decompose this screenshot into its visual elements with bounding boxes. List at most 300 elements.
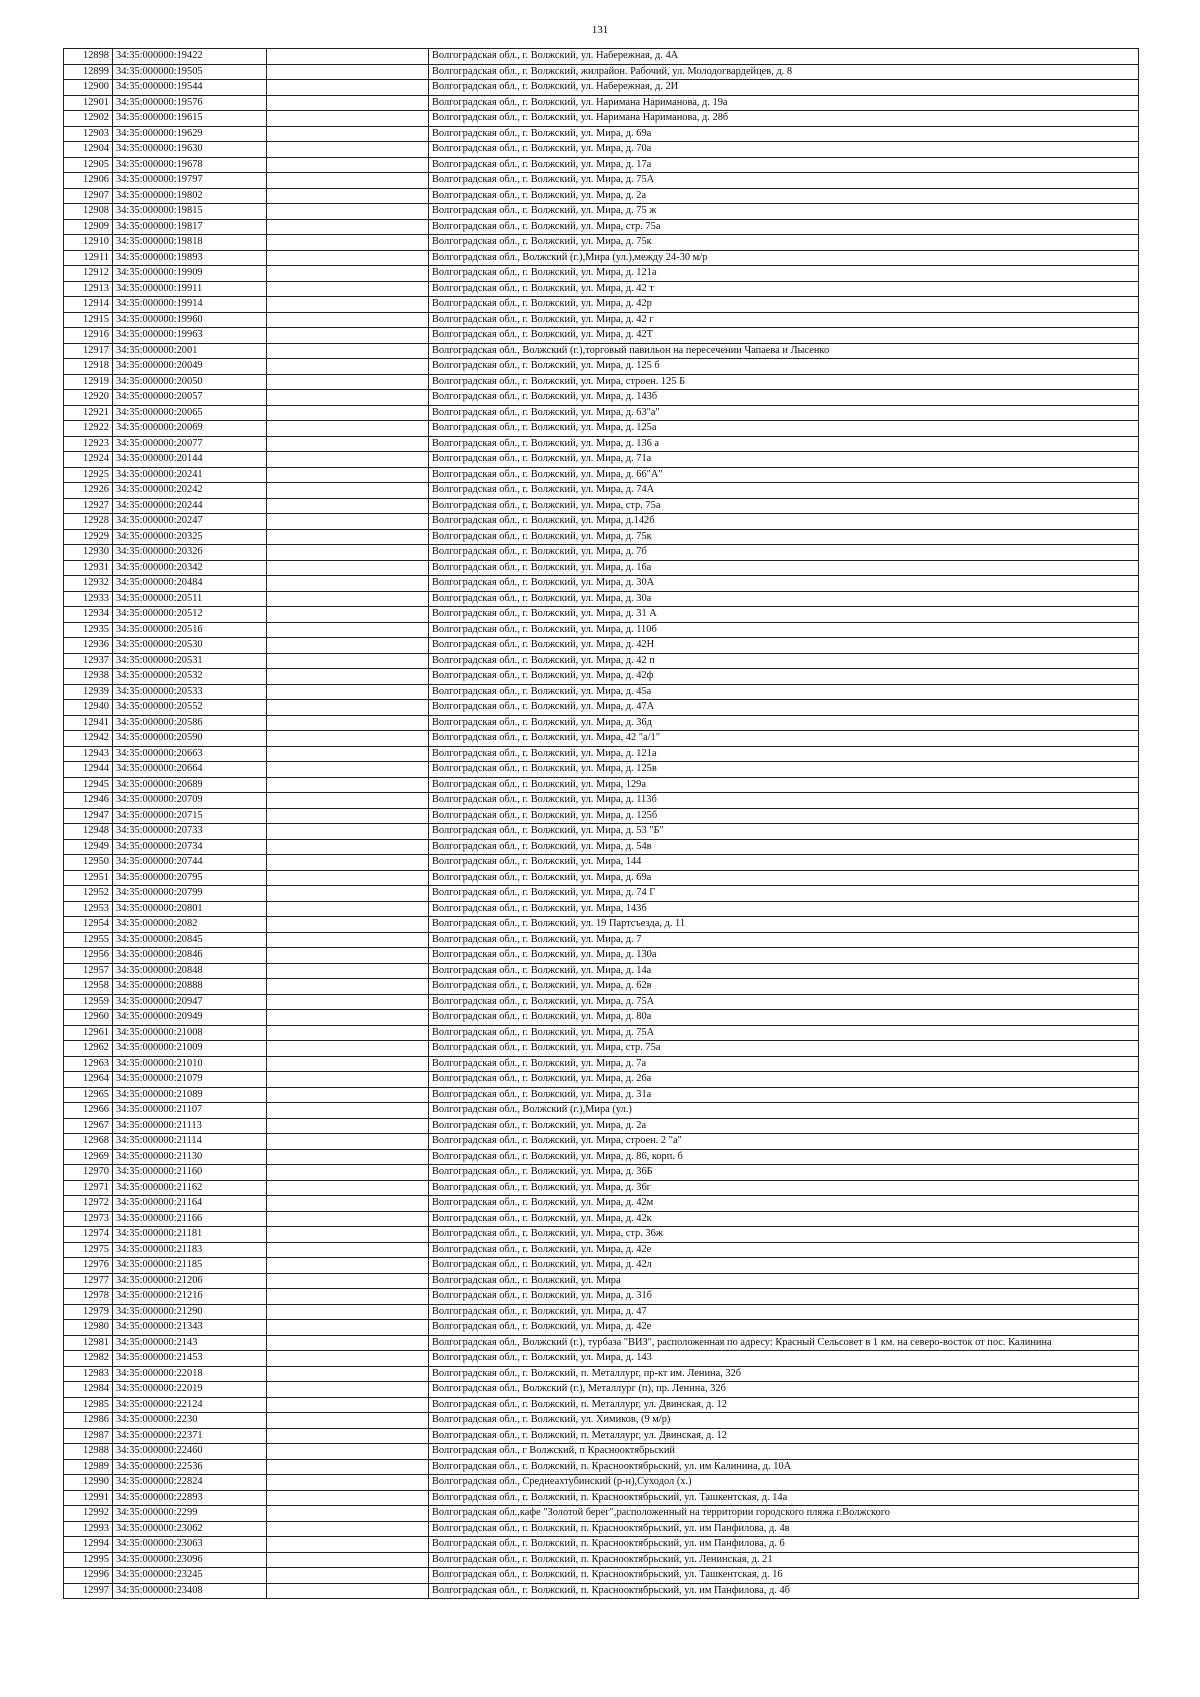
empty-cell: [267, 731, 429, 747]
row-number: 12915: [64, 312, 113, 328]
address: Волгоградская обл., г. Волжский, п. Краснооктябрьский, ул. им Калинина, д. 10А: [429, 1459, 1139, 1475]
empty-cell: [267, 901, 429, 917]
address: Волгоградская обл., г. Волжский, ул. Мира, д. 125б: [429, 808, 1139, 824]
row-number: 12903: [64, 126, 113, 142]
cadastral-number: 34:35:000000:19802: [113, 188, 267, 204]
row-number: 12986: [64, 1413, 113, 1429]
row-number: 12906: [64, 173, 113, 189]
row-number: 12904: [64, 142, 113, 158]
row-number: 12908: [64, 204, 113, 220]
row-number: 12993: [64, 1521, 113, 1537]
row-number: 12912: [64, 266, 113, 282]
table-row: [64, 1583, 1139, 1599]
table-row: [64, 219, 1139, 235]
row-number: 12928: [64, 514, 113, 530]
cadastral-number: 34:35:000000:20065: [113, 405, 267, 421]
row-number: 12984: [64, 1382, 113, 1398]
empty-cell: [267, 793, 429, 809]
row-number: 12969: [64, 1149, 113, 1165]
row-number: 12962: [64, 1041, 113, 1057]
table-row: [64, 824, 1139, 840]
cadastral-number: 34:35:000000:19914: [113, 297, 267, 313]
cadastral-number: 34:35:000000:20144: [113, 452, 267, 468]
row-number: 12996: [64, 1568, 113, 1584]
row-number: 12919: [64, 374, 113, 390]
row-number: 12932: [64, 576, 113, 592]
cadastral-number: 34:35:000000:19797: [113, 173, 267, 189]
row-number: 12964: [64, 1072, 113, 1088]
empty-cell: [267, 483, 429, 499]
address: Волгоградская обл., г. Волжский, ул. Мира, д. 75А: [429, 994, 1139, 1010]
row-number: 12988: [64, 1444, 113, 1460]
table-row: [64, 266, 1139, 282]
empty-cell: [267, 700, 429, 716]
address: Волгоградская обл., г. Волжский, ул. Мира, д. 66"А": [429, 467, 1139, 483]
row-number: 12965: [64, 1087, 113, 1103]
row-number: 12934: [64, 607, 113, 623]
address: Волгоградская обл., г. Волжский, ул. Мира, д. 42л: [429, 1258, 1139, 1274]
table-row: [64, 421, 1139, 437]
address: Волгоградская обл., г. Волжский, ул. Мира, д. 36г: [429, 1180, 1139, 1196]
row-number: 12997: [64, 1583, 113, 1599]
empty-cell: [267, 746, 429, 762]
table-row: [64, 870, 1139, 886]
address: Волгоградская обл., г. Волжский, ул. Мира, д. 54в: [429, 839, 1139, 855]
address: Волгоградская обл., г. Волжский, п. Краснооктябрьский, ул. им Панфилова, д. 6: [429, 1537, 1139, 1553]
address: Волгоградская обл., г. Волжский, ул. Мира, д. 30а: [429, 591, 1139, 607]
empty-cell: [267, 1010, 429, 1026]
table-row: [64, 1366, 1139, 1382]
row-number: 12985: [64, 1397, 113, 1413]
address: Волгоградская обл., г. Волжский, ул. 19 Партсъезда, д. 11: [429, 917, 1139, 933]
row-number: 12973: [64, 1211, 113, 1227]
table-row: [64, 64, 1139, 80]
empty-cell: [267, 343, 429, 359]
cadastral-number: 34:35:000000:21453: [113, 1351, 267, 1367]
row-number: 12907: [64, 188, 113, 204]
cadastral-number: 34:35:000000:2143: [113, 1335, 267, 1351]
cadastral-number: 34:35:000000:20050: [113, 374, 267, 390]
table-row: [64, 1196, 1139, 1212]
table-row: [64, 1289, 1139, 1305]
address: Волгоградская обл., г. Волжский, ул. Мира: [429, 1273, 1139, 1289]
table-row: [64, 390, 1139, 406]
empty-cell: [267, 219, 429, 235]
cadastral-number: 34:35:000000:21009: [113, 1041, 267, 1057]
address: Волгоградская обл., г. Волжский, ул. Мира, д. 121а: [429, 266, 1139, 282]
row-number: 12901: [64, 95, 113, 111]
address: Волгоградская обл., г. Волжский, ул. Мира, д. 14а: [429, 963, 1139, 979]
address: Волгоградская обл., г. Волжский, ул. Мира, д. 125в: [429, 762, 1139, 778]
row-number: 12936: [64, 638, 113, 654]
table-row: [64, 1320, 1139, 1336]
table-row: [64, 1382, 1139, 1398]
empty-cell: [267, 49, 429, 65]
row-number: 12947: [64, 808, 113, 824]
row-number: 12981: [64, 1335, 113, 1351]
empty-cell: [267, 421, 429, 437]
empty-cell: [267, 126, 429, 142]
cadastral-number: 34:35:000000:23063: [113, 1537, 267, 1553]
cadastral-number: 34:35:000000:19817: [113, 219, 267, 235]
cadastral-number: 34:35:000000:21114: [113, 1134, 267, 1150]
cadastral-number: 34:35:000000:20845: [113, 932, 267, 948]
empty-cell: [267, 1041, 429, 1057]
cadastral-number: 34:35:000000:20947: [113, 994, 267, 1010]
cadastral-number: 34:35:000000:21216: [113, 1289, 267, 1305]
address: Волгоградская обл., г. Волжский, ул. Мира, стр. 75а: [429, 1041, 1139, 1057]
row-number: 12902: [64, 111, 113, 127]
empty-cell: [267, 669, 429, 685]
address: Волгоградская обл., г. Волжский, ул. Мира, д. 74 Г: [429, 886, 1139, 902]
row-number: 12978: [64, 1289, 113, 1305]
table-row: [64, 328, 1139, 344]
cadastral-number: 34:35:000000:20069: [113, 421, 267, 437]
row-number: 12939: [64, 684, 113, 700]
table-row: [64, 297, 1139, 313]
empty-cell: [267, 1521, 429, 1537]
row-number: 12949: [64, 839, 113, 855]
cadastral-number: 34:35:000000:19960: [113, 312, 267, 328]
table-row: [64, 1242, 1139, 1258]
empty-cell: [267, 824, 429, 840]
cadastral-number: 34:35:000000:22824: [113, 1475, 267, 1491]
address: Волгоградская обл., г. Волжский, ул. Мира, д. 2а: [429, 188, 1139, 204]
empty-cell: [267, 1056, 429, 1072]
address: Волгоградская обл., г. Волжский, ул. Мира, д.142б: [429, 514, 1139, 530]
row-number: 12994: [64, 1537, 113, 1553]
cadastral-number: 34:35:000000:21206: [113, 1273, 267, 1289]
empty-cell: [267, 839, 429, 855]
empty-cell: [267, 591, 429, 607]
table-row: [64, 111, 1139, 127]
empty-cell: [267, 250, 429, 266]
table-row: [64, 669, 1139, 685]
row-number: 12983: [64, 1366, 113, 1382]
empty-cell: [267, 1273, 429, 1289]
table-row: [64, 436, 1139, 452]
empty-cell: [267, 297, 429, 313]
empty-cell: [267, 777, 429, 793]
row-number: 12968: [64, 1134, 113, 1150]
table-row: [64, 1041, 1139, 1057]
cadastral-number: 34:35:000000:21343: [113, 1320, 267, 1336]
empty-cell: [267, 64, 429, 80]
address: Волгоградская обл., г. Волжский, ул. Мира, д. 75А: [429, 1025, 1139, 1041]
address: Волгоградская обл., г. Волжский, ул. Мира, д. 125а: [429, 421, 1139, 437]
row-number: 12937: [64, 653, 113, 669]
cadastral-number: 34:35:000000:19544: [113, 80, 267, 96]
table-row: [64, 1428, 1139, 1444]
page-number: 131: [591, 24, 609, 36]
row-number: 12979: [64, 1304, 113, 1320]
table-row: [64, 855, 1139, 871]
row-number: 12923: [64, 436, 113, 452]
cadastral-number: 34:35:000000:21130: [113, 1149, 267, 1165]
address: Волгоградская обл., Волжский (г.),Мира (ул.),между 24-30 м/р: [429, 250, 1139, 266]
table-row: [64, 188, 1139, 204]
cadastral-number: 34:35:000000:23096: [113, 1552, 267, 1568]
cadastral-number: 34:35:000000:20663: [113, 746, 267, 762]
table-row: [64, 1087, 1139, 1103]
address: Волгоградская обл., г. Волжский, ул. Мира, д. 69а: [429, 126, 1139, 142]
cadastral-number: 34:35:000000:20744: [113, 855, 267, 871]
table-row: [64, 374, 1139, 390]
table-row: [64, 1521, 1139, 1537]
empty-cell: [267, 684, 429, 700]
address: Волгоградская обл., г. Волжский, ул. Мира, д. 143б: [429, 390, 1139, 406]
cadastral-number: 34:35:000000:22460: [113, 1444, 267, 1460]
cadastral-number: 34:35:000000:20516: [113, 622, 267, 638]
empty-cell: [267, 312, 429, 328]
table-row: [64, 1413, 1139, 1429]
row-number: 12913: [64, 281, 113, 297]
row-number: 12933: [64, 591, 113, 607]
cadastral-number: 34:35:000000:19629: [113, 126, 267, 142]
table-row: [64, 1211, 1139, 1227]
table-row: [64, 1165, 1139, 1181]
cadastral-number: 34:35:000000:20241: [113, 467, 267, 483]
empty-cell: [267, 1428, 429, 1444]
empty-cell: [267, 374, 429, 390]
cadastral-number: 34:35:000000:21107: [113, 1103, 267, 1119]
table-row: [64, 1351, 1139, 1367]
address: Волгоградская обл., г. Волжский, ул. Мира, стр. 75а: [429, 498, 1139, 514]
row-number: 12920: [64, 390, 113, 406]
table-row: [64, 514, 1139, 530]
cadastral-number: 34:35:000000:22371: [113, 1428, 267, 1444]
cadastral-number: 34:35:000000:2001: [113, 343, 267, 359]
empty-cell: [267, 1444, 429, 1460]
empty-cell: [267, 405, 429, 421]
table-row: [64, 638, 1139, 654]
address: Волгоградская обл., г. Волжский, п. Металлург, пр-кт им. Ленина, 32б: [429, 1366, 1139, 1382]
cadastral-number: 34:35:000000:20531: [113, 653, 267, 669]
registry-table: [63, 48, 1139, 1599]
row-number: 12954: [64, 917, 113, 933]
address: Волгоградская обл., г. Волжский, ул. Мира, д. 31 А: [429, 607, 1139, 623]
cadastral-number: 34:35:000000:22124: [113, 1397, 267, 1413]
row-number: 12953: [64, 901, 113, 917]
table-row: [64, 1304, 1139, 1320]
address: Волгоградская обл., г. Волжский, ул. Мира, д. 74А: [429, 483, 1139, 499]
row-number: 12922: [64, 421, 113, 437]
table-row: [64, 560, 1139, 576]
empty-cell: [267, 173, 429, 189]
cadastral-number: 34:35:000000:20801: [113, 901, 267, 917]
cadastral-number: 34:35:000000:20734: [113, 839, 267, 855]
table-row: [64, 622, 1139, 638]
row-number: 12952: [64, 886, 113, 902]
row-number: 12931: [64, 560, 113, 576]
row-number: 12946: [64, 793, 113, 809]
address: Волгоградская обл., г. Волжский, ул. Мира, д. 47: [429, 1304, 1139, 1320]
cadastral-number: 34:35:000000:19909: [113, 266, 267, 282]
table-row: [64, 95, 1139, 111]
table-row: [64, 932, 1139, 948]
address: Волгоградская обл., Среднеахтубинский (р-н),Суходол (х.): [429, 1475, 1139, 1491]
empty-cell: [267, 529, 429, 545]
cadastral-number: 34:35:000000:21010: [113, 1056, 267, 1072]
row-number: 12940: [64, 700, 113, 716]
table-row: [64, 1056, 1139, 1072]
row-number: 12991: [64, 1490, 113, 1506]
cadastral-number: 34:35:000000:20799: [113, 886, 267, 902]
address: Волгоградская обл., г. Волжский, ул. Мира, д. 53 "Б": [429, 824, 1139, 840]
table-row: [64, 467, 1139, 483]
cadastral-number: 34:35:000000:20733: [113, 824, 267, 840]
cadastral-number: 34:35:000000:20049: [113, 359, 267, 375]
empty-cell: [267, 1087, 429, 1103]
cadastral-number: 34:35:000000:2082: [113, 917, 267, 933]
cadastral-number: 34:35:000000:20247: [113, 514, 267, 530]
empty-cell: [267, 111, 429, 127]
table-row: [64, 839, 1139, 855]
address: Волгоградская обл., г. Волжский, ул. Мира, д. 45а: [429, 684, 1139, 700]
cadastral-number: 34:35:000000:20484: [113, 576, 267, 592]
cadastral-number: 34:35:000000:19576: [113, 95, 267, 111]
cadastral-number: 34:35:000000:20530: [113, 638, 267, 654]
row-number: 12957: [64, 963, 113, 979]
table-row: [64, 1118, 1139, 1134]
empty-cell: [267, 188, 429, 204]
row-number: 12944: [64, 762, 113, 778]
address: Волгоградская обл., г. Волжский, ул. Мира, д. 42 г: [429, 312, 1139, 328]
row-number: 12921: [64, 405, 113, 421]
empty-cell: [267, 281, 429, 297]
row-number: 12916: [64, 328, 113, 344]
cadastral-number: 34:35:000000:20532: [113, 669, 267, 685]
table-row: [64, 793, 1139, 809]
address: Волгоградская обл., г. Волжский, ул. Мира, д. 42р: [429, 297, 1139, 313]
table-row: [64, 576, 1139, 592]
address: Волгоградская обл., г. Волжский, ул. Мира, 144: [429, 855, 1139, 871]
empty-cell: [267, 1413, 429, 1429]
cadastral-number: 34:35:000000:19818: [113, 235, 267, 251]
registry-table-body: [64, 49, 1139, 1599]
cadastral-number: 34:35:000000:23245: [113, 1568, 267, 1584]
empty-cell: [267, 1242, 429, 1258]
empty-cell: [267, 963, 429, 979]
empty-cell: [267, 607, 429, 623]
table-row: [64, 917, 1139, 933]
empty-cell: [267, 638, 429, 654]
address: Волгоградская обл., г. Волжский, ул. Мира, 42 "а/1": [429, 731, 1139, 747]
empty-cell: [267, 1165, 429, 1181]
row-number: 12910: [64, 235, 113, 251]
table-row: [64, 545, 1139, 561]
empty-cell: [267, 1134, 429, 1150]
table-row: [64, 1552, 1139, 1568]
cadastral-number: 34:35:000000:22019: [113, 1382, 267, 1398]
cadastral-number: 34:35:000000:21185: [113, 1258, 267, 1274]
empty-cell: [267, 1149, 429, 1165]
cadastral-number: 34:35:000000:20590: [113, 731, 267, 747]
row-number: 12955: [64, 932, 113, 948]
empty-cell: [267, 1335, 429, 1351]
address: Волгоградская обл., г. Волжский, ул. Мира, д. 36д: [429, 715, 1139, 731]
address: Волгоградская обл., г. Волжский, ул. Мира, д. 47А: [429, 700, 1139, 716]
address: Волгоградская обл., г. Волжский, ул. Мира, д. 42Н: [429, 638, 1139, 654]
address: Волгоградская обл., г. Волжский, ул. Мира, д. 80а: [429, 1010, 1139, 1026]
address: Волгоградская обл., г. Волжский, ул. Мира, д. 42к: [429, 1211, 1139, 1227]
cadastral-number: 34:35:000000:19893: [113, 250, 267, 266]
table-row: [64, 483, 1139, 499]
row-number: 12918: [64, 359, 113, 375]
cadastral-number: 34:35:000000:20244: [113, 498, 267, 514]
address: Волгоградская обл., г. Волжский, ул. Химиков, (9 м/р): [429, 1413, 1139, 1429]
table-row: [64, 405, 1139, 421]
table-row: [64, 1227, 1139, 1243]
empty-cell: [267, 1475, 429, 1491]
empty-cell: [267, 1459, 429, 1475]
cadastral-number: 34:35:000000:21183: [113, 1242, 267, 1258]
cadastral-number: 34:35:000000:23062: [113, 1521, 267, 1537]
empty-cell: [267, 1227, 429, 1243]
row-number: 12900: [64, 80, 113, 96]
cadastral-number: 34:35:000000:20242: [113, 483, 267, 499]
empty-cell: [267, 808, 429, 824]
cadastral-number: 34:35:000000:22536: [113, 1459, 267, 1475]
row-number: 12930: [64, 545, 113, 561]
address: Волгоградская обл., г. Волжский, ул. Мира, д. 113б: [429, 793, 1139, 809]
empty-cell: [267, 328, 429, 344]
address: Волгоградская обл., г. Волжский, ул. Мира, д. 42м: [429, 1196, 1139, 1212]
empty-cell: [267, 948, 429, 964]
cadastral-number: 34:35:000000:21089: [113, 1087, 267, 1103]
empty-cell: [267, 917, 429, 933]
address: Волгоградская обл., г. Волжский, ул. Набережная, д. 4А: [429, 49, 1139, 65]
address: Волгоградская обл., г. Волжский, жилрайон. Рабочий, ул. Молодогвардейцев, д. 8: [429, 64, 1139, 80]
empty-cell: [267, 157, 429, 173]
row-number: 12971: [64, 1180, 113, 1196]
address: Волгоградская обл., г. Волжский, ул. Мира, д. 42 п: [429, 653, 1139, 669]
empty-cell: [267, 436, 429, 452]
empty-cell: [267, 1196, 429, 1212]
table-row: [64, 700, 1139, 716]
cadastral-number: 34:35:000000:20512: [113, 607, 267, 623]
address: Волгоградская обл., г. Волжский, ул. Мира, д. 2а: [429, 1118, 1139, 1134]
cadastral-number: 34:35:000000:2299: [113, 1506, 267, 1522]
table-row: [64, 715, 1139, 731]
address: Волгоградская обл., г. Волжский, ул. Мира, д. 130а: [429, 948, 1139, 964]
table-row: [64, 452, 1139, 468]
address: Волгоградская обл., г. Волжский, ул. Мира, д. 16а: [429, 560, 1139, 576]
address: Волгоградская обл., г. Волжский, ул. Мира, д. 30А: [429, 576, 1139, 592]
empty-cell: [267, 390, 429, 406]
cadastral-number: 34:35:000000:19505: [113, 64, 267, 80]
empty-cell: [267, 95, 429, 111]
address: Волгоградская обл., г. Волжский, ул. Мира, стр. 75а: [429, 219, 1139, 235]
cadastral-number: 34:35:000000:2230: [113, 1413, 267, 1429]
cadastral-number: 34:35:000000:20077: [113, 436, 267, 452]
cadastral-number: 34:35:000000:21162: [113, 1180, 267, 1196]
empty-cell: [267, 80, 429, 96]
empty-cell: [267, 1537, 429, 1553]
address: Волгоградская обл., г. Волжский, ул. Набережная, д. 2И: [429, 80, 1139, 96]
empty-cell: [267, 994, 429, 1010]
empty-cell: [267, 653, 429, 669]
table-row: [64, 250, 1139, 266]
row-number: 12982: [64, 1351, 113, 1367]
address: Волгоградская обл., г. Волжский, ул. Мира, д. 75 ж: [429, 204, 1139, 220]
cadastral-number: 34:35:000000:20057: [113, 390, 267, 406]
row-number: 12958: [64, 979, 113, 995]
cadastral-number: 34:35:000000:20325: [113, 529, 267, 545]
address: Волгоградская обл., г. Волжский, ул. Мира, 129а: [429, 777, 1139, 793]
row-number: 12942: [64, 731, 113, 747]
row-number: 12909: [64, 219, 113, 235]
